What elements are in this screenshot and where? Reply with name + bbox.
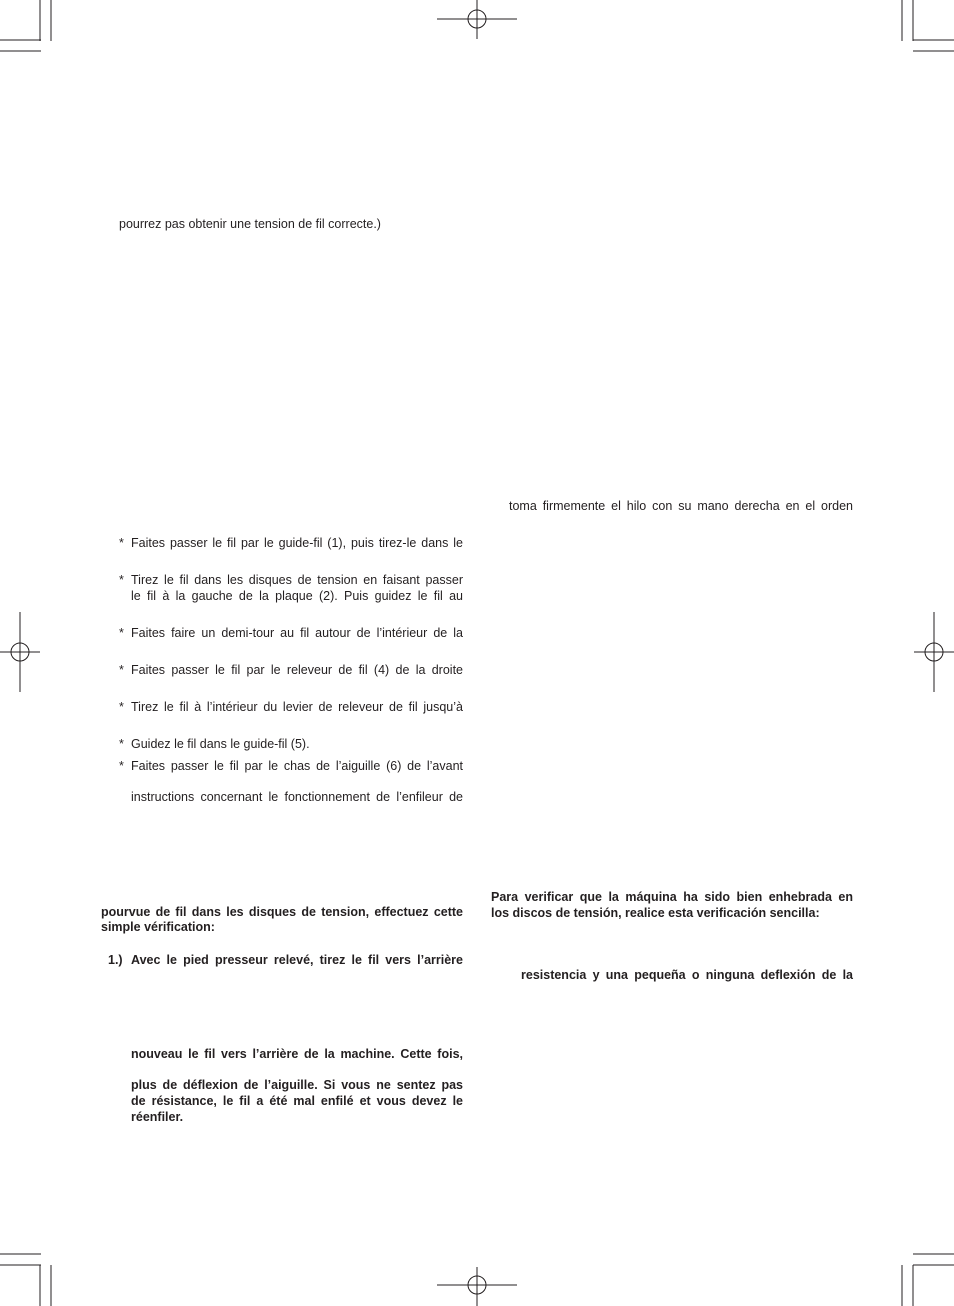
check-line-1: Avec le pied presseur relevé, tirez le fil vers l’arrière [131, 953, 463, 967]
bullet-marker: * [119, 536, 124, 550]
bullet-marker: * [119, 700, 124, 714]
verify-intro-es-line-1: Para verificar que la máquina ha sido bien enhebrada en [491, 890, 853, 904]
check-line-3b: de résistance, le fil a été mal enfilé et vous devez le [131, 1094, 463, 1108]
hold-thread-text: toma firmemente el hilo con su mano derecha en el orden [509, 499, 853, 513]
registration-target-bottom [437, 1267, 517, 1306]
bullet-marker: * [119, 663, 124, 677]
check-line-3c: réenfiler. [131, 1110, 184, 1124]
bullet-marker: * [119, 759, 124, 773]
verify-intro-es-line-2: los discos de tensión, realice esta verificación sencilla: [491, 906, 820, 920]
check-number: 1.) [108, 953, 123, 967]
registration-target-right [914, 612, 954, 692]
bullet-marker: * [119, 737, 124, 751]
check-line-2: nouveau le fil vers l’arrière de la machine. Cette fois, [131, 1047, 463, 1061]
step-2-line-2: le fil à la gauche de la plaque (2). Puis guidez le fil au [131, 589, 463, 603]
verify-intro-fr-line-2: simple vérification: [101, 920, 215, 934]
step-1-line-1: Faites passer le fil par le guide-fil (1), puis tirez-le dans le [131, 536, 463, 550]
step-5-line-1: Tirez le fil à l’intérieur du levier de releveur de fil jusqu’à [131, 700, 463, 714]
correct-tension-text: pourrez pas obtenir une tension de fil correcte.) [119, 217, 381, 231]
step-4-line-1: Faites passer le fil par le releveur de fil (4) de la droite [131, 663, 463, 677]
check-line-3a: plus de déflexion de l’aiguille. Si vous ne sentez pas [131, 1078, 463, 1092]
step-2-line-1: Tirez le fil dans les disques de tension en faisant passer [131, 573, 463, 587]
step-6-line-1: Guidez le fil dans le guide-fil (5). [131, 737, 310, 751]
bullet-marker: * [119, 626, 124, 640]
registration-target-top [437, 0, 517, 39]
bullet-marker: * [119, 573, 124, 587]
step-7-line-1: Faites passer le fil par le chas de l’aiguille (6) de l’avant [131, 759, 463, 773]
resistance-text: resistencia y una pequeña o ninguna deflexión de la [521, 968, 853, 982]
registration-target-left [0, 612, 40, 692]
step-3-line-1: Faites faire un demi-tour au fil autour de l’intérieur de la [131, 626, 463, 640]
threader-instructions-text: instructions concernant le fonctionnement de l’enfileur de [131, 790, 463, 804]
verify-intro-fr-line-1: pourvue de fil dans les disques de tension, effectuez cette [101, 905, 463, 919]
